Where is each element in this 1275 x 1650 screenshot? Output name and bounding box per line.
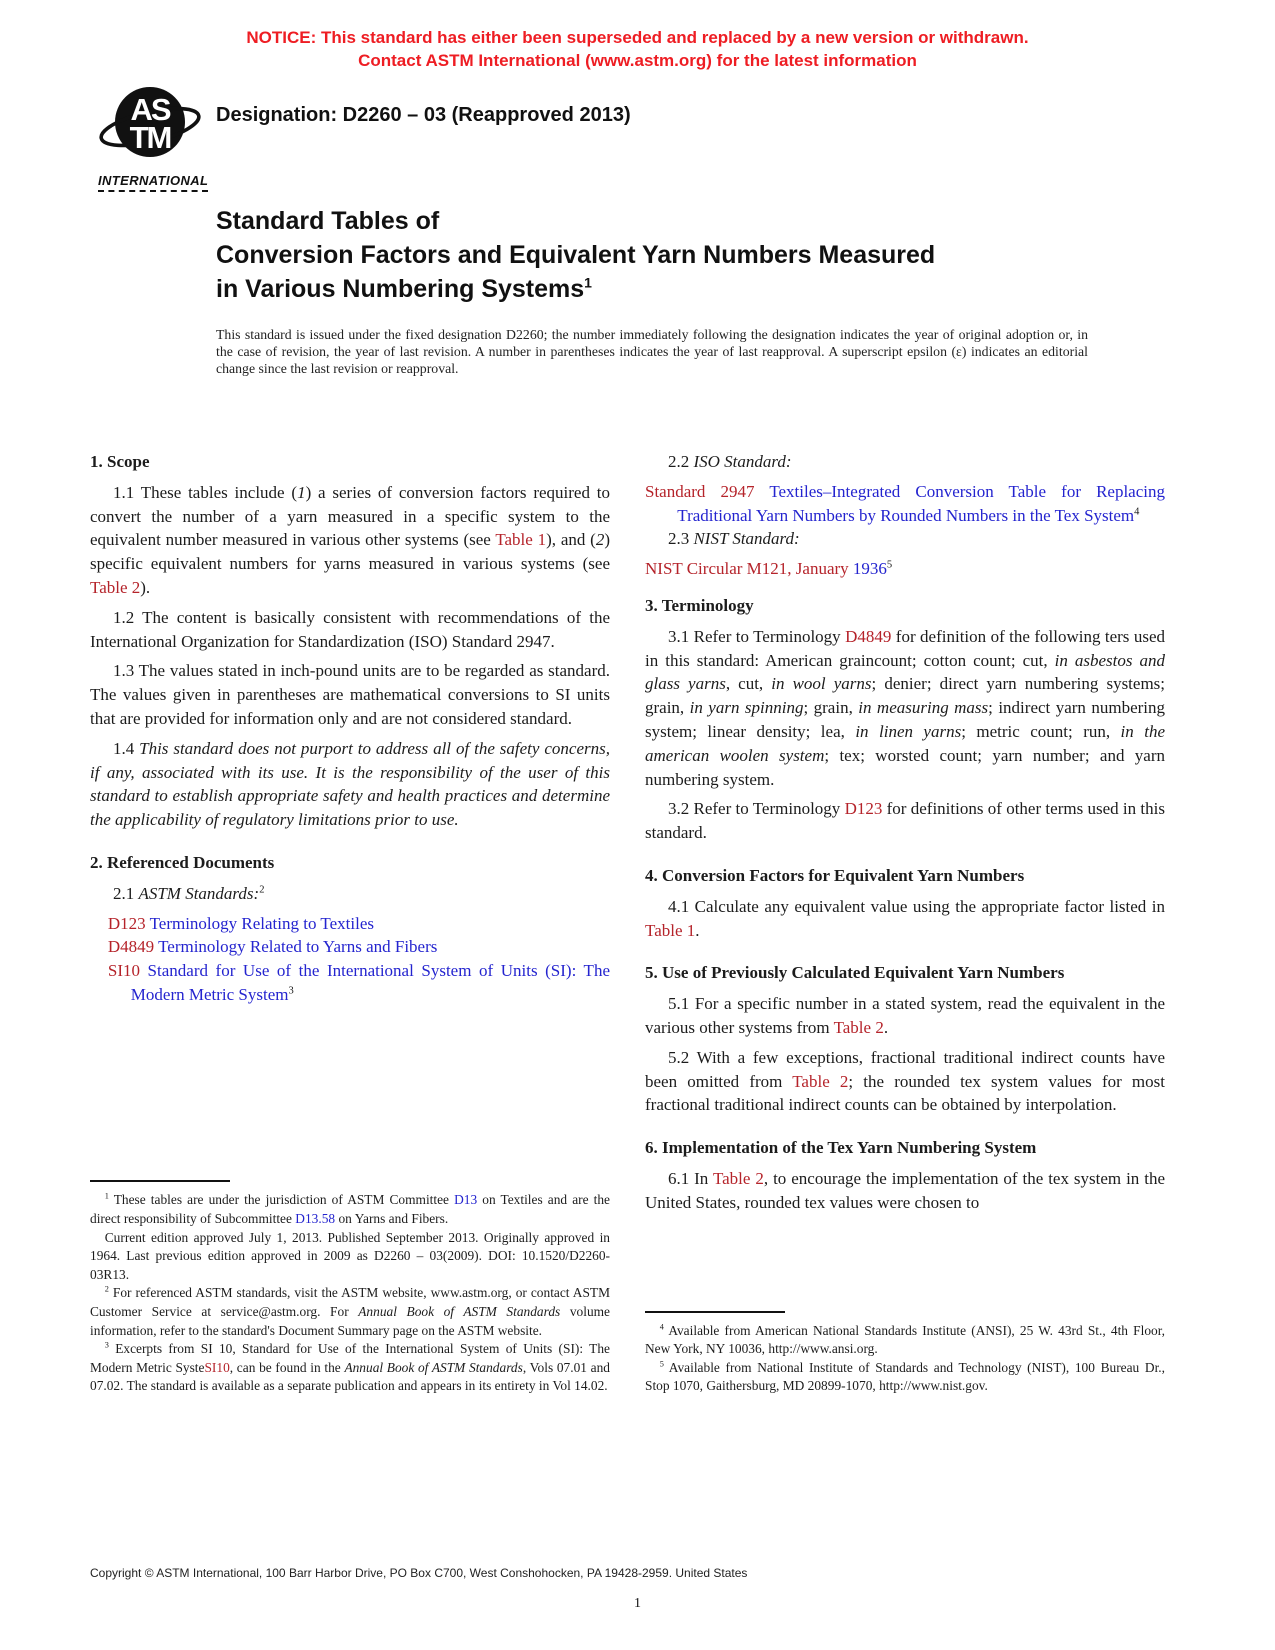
reference-link[interactable]: Terminology Relating to Textiles	[145, 913, 374, 933]
logo-letters-top: AS	[130, 92, 170, 127]
section-heading: 5. Use of Previously Calculated Equivalent Yarn Numbers	[645, 963, 1065, 983]
designation: Designation: D2260 – 03 (Reapproved 2013)	[216, 104, 631, 126]
text-segment: for definitions of other terms used in this standard.	[645, 799, 1165, 843]
paragraph	[645, 450, 1165, 474]
title-line-2: Conversion Factors and Equivalent Yarn Numbers Measured	[216, 241, 936, 269]
text-segment: in measuring mass	[858, 698, 989, 718]
text-segment: 1	[104, 1192, 109, 1201]
reference-link[interactable]: Standard for Use of the International System of Units (SI): The Modern Metric System	[130, 961, 610, 1004]
text-segment: 2	[104, 1284, 109, 1294]
notice-line-1: NOTICE: This standard has either been superseded and replaced by a new version or withdrawn.	[246, 28, 1029, 47]
text-segment: 6.1 In	[667, 1168, 713, 1188]
paragraph	[90, 882, 610, 906]
text-segment: 2.1	[112, 883, 139, 903]
reference-link[interactable]: D4849	[107, 937, 155, 957]
title-line-3-text: in Various Numbering Systems	[216, 275, 585, 303]
page-number: 1	[634, 1596, 641, 1611]
footnote	[90, 1229, 610, 1285]
text-segment: ; tex; worsted count; yarn number; and yarn numbering system.	[645, 745, 1166, 789]
right-column	[645, 438, 1165, 1396]
paragraph	[90, 606, 610, 654]
paragraph	[645, 1046, 1165, 1117]
reference-link[interactable]: D13.58	[295, 1211, 336, 1227]
footnotes	[645, 1311, 1165, 1396]
text-segment: ; denier; direct yarn numbering systems; grain,	[645, 674, 1166, 718]
copyright-line: Copyright © ASTM International, 100 Barr Harbor Drive, PO Box C700, West Conshohocken, PA 19428-2959. United States	[90, 1566, 748, 1580]
reference-link[interactable]: SI10	[107, 961, 140, 981]
text-segment: NIST Standard:	[693, 529, 800, 549]
text-segment: in wool yarns	[771, 674, 872, 694]
text-segment: on Textiles and are the direct responsibility of Subcommittee	[90, 1192, 610, 1227]
text-segment: 5	[659, 1359, 664, 1369]
paragraph	[645, 1167, 1165, 1215]
footnote-rule	[90, 1180, 230, 1182]
text-segment: 1.2 The content is basically consistent with recommendations of the International Organization for Standardization (ISO) Standard 2947.	[90, 607, 610, 651]
text-segment: 2	[595, 530, 605, 550]
paragraph	[645, 895, 1165, 943]
text-segment: For referenced ASTM standards, visit the ASTM website, www.astm.org, or contact ASTM Customer Service at service@astm.org. For	[90, 1285, 610, 1320]
paragraph	[90, 912, 610, 936]
paragraph	[90, 935, 610, 959]
text-segment: 4	[1134, 505, 1140, 517]
reference-link[interactable]: Table 1	[645, 920, 696, 940]
text-segment: , can be found in the	[229, 1359, 345, 1375]
paragraph	[645, 527, 1165, 551]
text-segment: in linen yarns	[855, 721, 962, 741]
text-segment: Annual Book of ASTM Standards	[344, 1359, 523, 1375]
text-segment: 2	[259, 884, 265, 896]
reference-link[interactable]: D123	[107, 913, 146, 933]
text-segment: 1.1 These tables include (	[112, 482, 298, 502]
reference-link[interactable]: Table 2	[90, 577, 141, 597]
reference-link[interactable]: D4849	[845, 626, 892, 646]
footnote	[90, 1191, 610, 1228]
text-segment: Annual Book of ASTM Standards	[358, 1304, 561, 1320]
section-heading: 3. Terminology	[645, 595, 754, 615]
logo-letters-bottom: TM	[129, 120, 171, 155]
text-segment: 3.1 Refer to Terminology	[667, 626, 846, 646]
text-segment: 2.3	[667, 529, 694, 549]
text-segment: ) specific equivalent numbers for yarns measured in various systems (see	[90, 530, 610, 574]
text-segment: , to encourage the implementation of the tex system in the United States, rounded tex values were chosen to	[645, 1168, 1165, 1212]
paragraph	[645, 992, 1165, 1040]
text-segment: ) a series of conversion factors required to convert the number of a yarn measured in a specific system to the equivalent number measured in various other systems (see	[90, 482, 610, 550]
paragraph	[90, 481, 610, 600]
astm-logo-international-label: INTERNATIONAL	[98, 173, 208, 192]
text-segment: Available from National Institute of Standards and Technology (NIST), 100 Bureau Dr., Stop 1070, Gaithersburg, MD 20899-1070, http://www.nist.gov.	[645, 1359, 1165, 1394]
section-heading: 2. Referenced Documents	[90, 852, 275, 872]
text-segment: in asbestos and glass yarns	[645, 650, 1166, 694]
reference-link[interactable]: 1936	[852, 559, 887, 579]
reference-link[interactable]: Terminology Related to Yarns and Fibers	[154, 937, 438, 957]
paragraph	[645, 557, 1165, 581]
paragraph	[90, 959, 610, 1007]
paragraph	[645, 797, 1165, 845]
text-segment: Excerpts from SI 10, Standard for Use of the International System of Units (SI): The Modern Metric Syste	[90, 1341, 610, 1375]
title-line-3	[216, 272, 1196, 306]
text-segment: 1.3 The values stated in inch-pound units are to be regarded as standard. The values given in parentheses are mathematical conversions to SI units that are provided for information only and are not considered standard.	[90, 661, 610, 728]
footnote	[645, 1359, 1165, 1396]
section-heading: 1. Scope	[90, 452, 150, 471]
text-segment: 4	[659, 1322, 664, 1332]
text-segment: This standard does not purport to address all of the safety concerns, if any, associated with its use. It is the responsibility of the user of this standard to establish appropriate safety and health practices and determine the applicability of regulatory limitations prior to use.	[90, 738, 611, 830]
reference-link[interactable]: Table 2	[792, 1071, 849, 1091]
text-segment: ; indirect yarn numbering system; linear density; lea,	[645, 698, 1166, 741]
text-segment: in the american woolen system	[645, 721, 1165, 765]
text-segment: for definition of the following ters used in this standard: American graincount; cotton count; cut,	[645, 626, 1165, 670]
text-segment: .	[695, 920, 700, 940]
paragraph	[90, 659, 610, 730]
paragraph	[645, 625, 1165, 792]
text-segment: , Vols 07.01 and 07.02. The standard is available as a separate publication and appears in its entirety in Vol 14.02.	[90, 1359, 610, 1394]
footnote-rule	[645, 1311, 785, 1313]
section-heading: 6. Implementation of the Tex Yarn Numbering System	[645, 1138, 1037, 1158]
reference-link[interactable]: D13	[454, 1192, 478, 1208]
issuance-note: This standard is issued under the fixed designation D2260; the number immediately following the designation indicates the year of original adoption or, in the case of revision, the year of last revision. A number in parentheses indicates the year of last reapproval. A superscript epsilon (ε) indicates an editorial change since the last revision or reapproval.	[216, 327, 1088, 376]
title-line-1: Standard Tables of	[216, 207, 440, 235]
reference-link[interactable]: Textiles–Integrated Conversion Table for Replacing Traditional Yarn Numbers by Rounded Numbers in the Tex System	[677, 481, 1165, 525]
text-segment: 5	[886, 559, 893, 571]
reference-link[interactable]: Standard 2947	[645, 481, 755, 501]
paragraph	[90, 737, 610, 832]
text-segment: .	[883, 1017, 889, 1037]
text-segment: 2.2	[667, 452, 694, 471]
text-segment: 1	[297, 482, 306, 502]
text-segment: on Yarns and Fibers.	[335, 1211, 449, 1227]
reference-link[interactable]: Table 2	[712, 1168, 764, 1188]
text-segment: , cut,	[725, 674, 772, 694]
text-segment: ).	[140, 577, 151, 597]
text-segment: in yarn spinning	[689, 698, 804, 718]
text-segment: ; metric count; run,	[961, 721, 1121, 741]
footnote	[90, 1284, 610, 1340]
reference-link[interactable]: SI10	[204, 1359, 230, 1375]
text-segment: ; grain,	[803, 698, 859, 718]
footnote	[90, 1340, 610, 1396]
reference-link[interactable]: D123	[844, 799, 883, 819]
text-segment: ASTM Standards:	[138, 883, 260, 903]
text-segment: ), and (	[546, 530, 596, 550]
footnote	[645, 1322, 1165, 1359]
section-heading: 4. Conversion Factors for Equivalent Yarn Numbers	[645, 865, 1025, 885]
notice-line-2: Contact ASTM International (www.astm.org) for the latest information	[358, 51, 917, 70]
body-columns	[90, 438, 1165, 1396]
reference-link[interactable]: Table 2	[833, 1017, 884, 1037]
astm-logo	[98, 80, 216, 192]
text-segment: volume information, refer to the standard's Document Summary page on the ASTM website.	[90, 1304, 610, 1338]
text-segment: These tables are under the jurisdiction of ASTM Committee	[108, 1192, 455, 1208]
document-title	[216, 204, 1196, 306]
title-footnote-marker: 1	[584, 274, 592, 291]
supersession-notice	[0, 26, 1275, 72]
text-segment: 3	[104, 1340, 109, 1350]
text-segment: Current edition approved July 1, 2013. Published September 2013. Originally approved in 1964. Last previous edition approved in 2009 as D2260 – 03(2009). DOI: 10.1520/D2260-03R13.	[90, 1229, 610, 1282]
reference-link[interactable]: NIST Circular M121, January	[645, 559, 853, 579]
reference-link[interactable]: Table 1	[495, 530, 547, 550]
text-segment: ; the rounded tex system values for most fractional traditional indirect counts can be obtained by interpolation.	[645, 1071, 1165, 1115]
text-segment: 1.4	[112, 738, 140, 758]
text-segment: 3	[288, 985, 294, 997]
text-segment: ISO Standard:	[693, 452, 792, 471]
text-segment: 3.2 Refer to Terminology	[667, 799, 845, 819]
left-column	[90, 438, 610, 1396]
text-segment: 5.1 For a specific number in a stated system, read the equivalent in the various other systems from	[645, 994, 1165, 1037]
text-segment: 4.1 Calculate any equivalent value using the appropriate factor listed in	[667, 896, 1165, 916]
astm-globe-icon	[98, 80, 202, 172]
footnotes	[90, 1180, 610, 1396]
text-segment: 5.2 With a few exceptions, fractional traditional indirect counts have been omitted from	[645, 1047, 1165, 1091]
paragraph	[645, 480, 1165, 528]
text-segment: Available from American National Standards Institute (ANSI), 25 W. 43rd St., 4th Floor, New York, NY 10036, http://www.ansi.org.	[645, 1322, 1165, 1357]
